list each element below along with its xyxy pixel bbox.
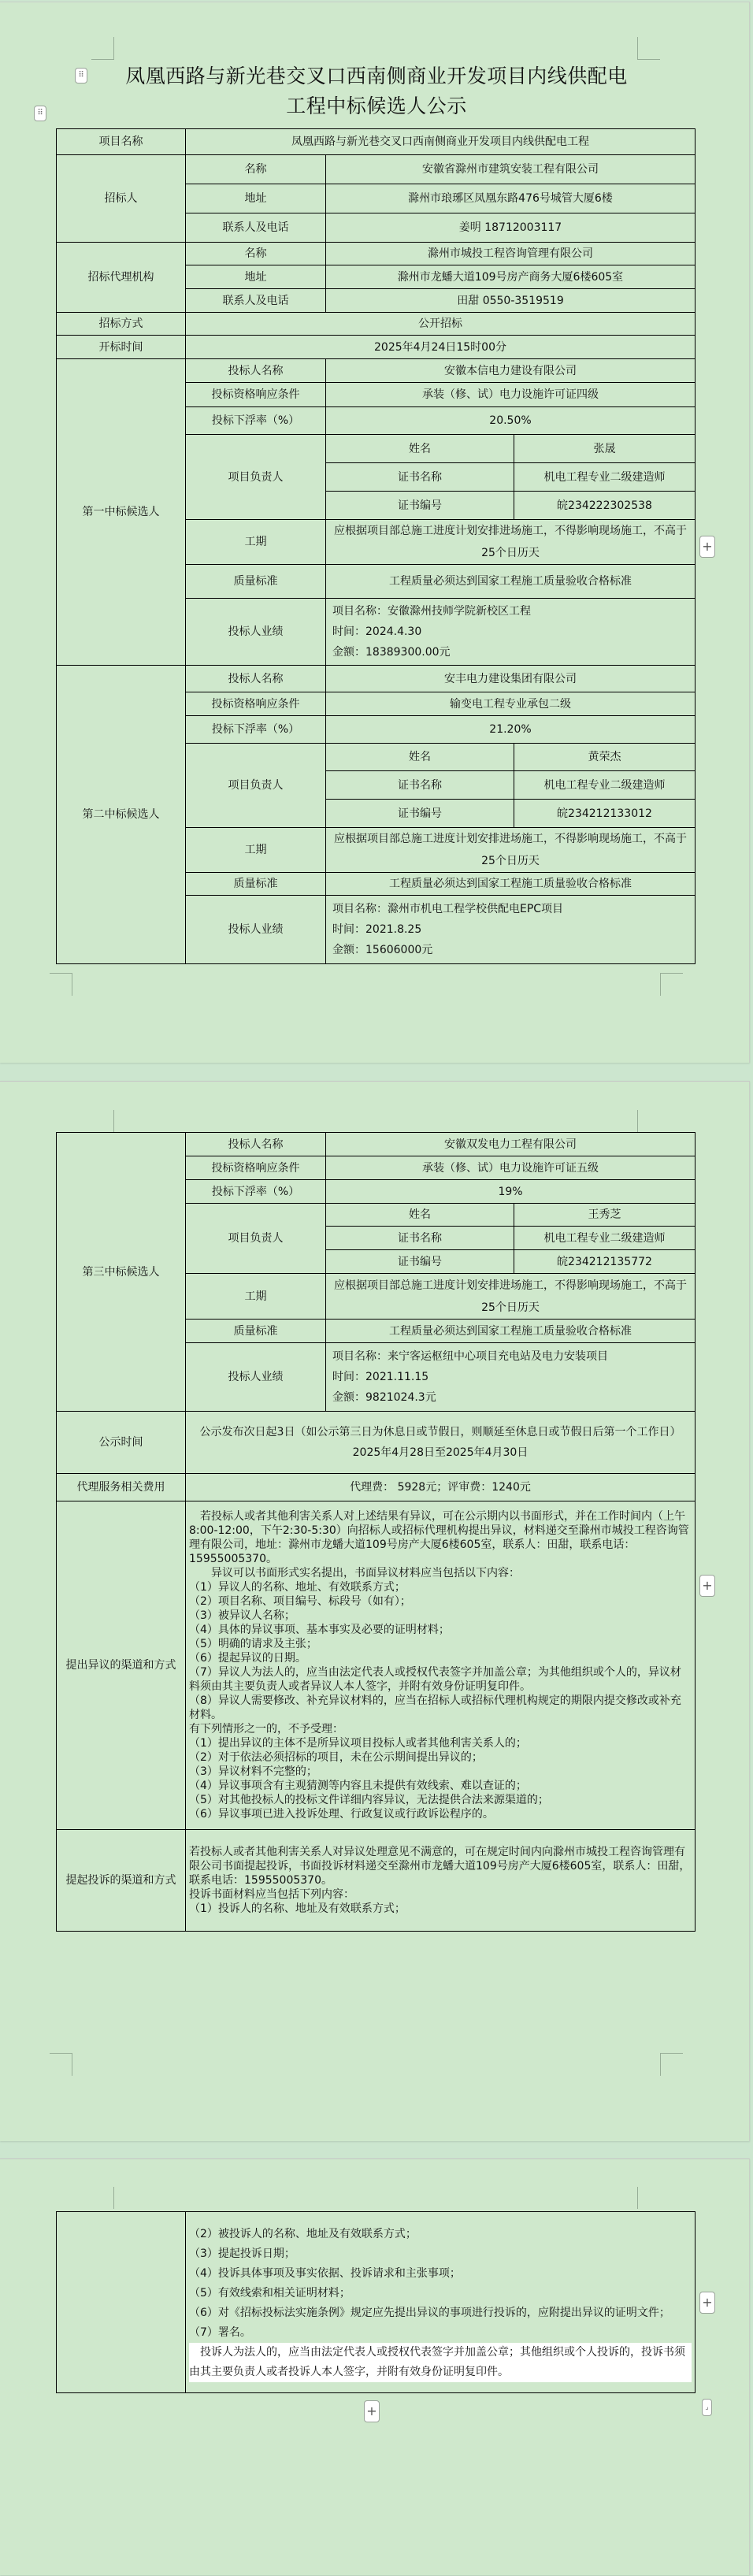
bid-opening-label: 开标时间 [57,336,186,359]
performance-project: 项目名称：来宁客运枢纽中心项目充电站及电力安装项目 [332,1350,608,1363]
plus-icon: + [702,1578,713,1593]
add-column-button[interactable] [699,1575,715,1597]
candidate-1-rate: 20.50% [326,407,696,435]
project-name-label: 项目名称 [57,129,186,155]
tender-method-value: 公开招标 [186,313,696,336]
discount-rate-label: 投标下浮率（%） [186,407,326,435]
candidate-1-qualification: 承装（修、试）电力设施许可证四级 [326,383,696,407]
grip-icon: ⠿ [37,109,43,117]
candidate-2-period: 应根据项目部总施工进度计划安排进场施工，不得影响现场施工，不高于25个日历天 [326,828,696,873]
performance-label: 投标人业绩 [186,1343,326,1412]
discount-rate-label: 投标下浮率（%） [186,1180,326,1204]
candidate-2-performance [326,896,696,964]
announcement-table-part-1 [56,128,696,964]
project-manager-label: 项目负责人 [186,744,326,828]
objection-reject-item: （4）异议事项含有主观猜测等内容且未提供有效线索、难以查证的； [189,1780,527,1792]
table-row [57,1474,696,1501]
agency-contact-value: 田甜 0550-3519519 [326,289,696,313]
table-row [57,1501,696,1830]
cert-no-label: 证书编号 [326,492,514,520]
objection-item: （2）项目名称、项目编号、标段号（如有）； [189,1595,411,1608]
bid-opening-value: 2025年4月24日15时00分 [186,336,696,359]
candidate-3-label: 第三中标候选人 [57,1133,186,1412]
candidate-3-quality: 工程质量必须达到国家工程施工质量验收合格标准 [326,1320,696,1343]
table-row [57,1133,696,1156]
complaint-content-intro: 投诉书面材料应当包括下列内容： [189,1888,354,1901]
complaint-item: （7）署名。 [189,2325,251,2339]
candidate-2-cert-name: 机电工程专业二级建造师 [514,771,696,800]
candidate-2-quality: 工程质量必须达到国家工程施工质量验收合格标准 [326,873,696,896]
tenderer-address-value: 滁州市琅琊区凤凰东路476号城管大厦6楼 [326,184,696,213]
project-manager-label: 项目负责人 [186,435,326,520]
plus-icon: + [702,2295,713,2310]
performance-time: 时间：2021.8.25 [332,923,422,936]
performance-amount: 金额：15606000元 [332,944,433,956]
cert-name-label: 证书名称 [326,463,514,492]
candidate-1-quality: 工程质量必须达到国家工程施工质量验收合格标准 [326,565,696,599]
tenderer-name-label: 名称 [186,155,326,184]
add-row-button[interactable] [364,2400,380,2422]
candidate-1-bidder: 安徽本信电力建设有限公司 [326,359,696,383]
table-row [57,129,696,155]
complaint-label-continued [57,2212,186,2393]
agency-label: 招标代理机构 [57,243,186,313]
manager-name-label: 姓名 [326,1204,514,1227]
period-label: 工期 [186,520,326,565]
agency-fees-value: 代理费： 5928元；评审费：1240元 [186,1474,696,1501]
add-column-button[interactable] [699,536,715,558]
table-row [57,359,696,383]
title-line-2: 工程中标候选人公示 [286,95,467,117]
candidate-3-period: 应根据项目部总施工进度计划安排进场施工，不得影响现场施工，不高于25个日历天 [326,1274,696,1320]
objection-reject-item: （6）异议事项已进入投诉处理、行政复议或行政诉讼程序的。 [189,1808,494,1821]
complaint-intro: 若投标人或者其他利害关系人对异议处理意见不满意的，可在规定时间内向滁州市城投工程咨询管理有限公司书面提起投诉，书面投诉材料递交至滁州市龙蟠大道109号房产大厦6楼605室，联系人：田甜，联系电话：15955005370。 [189,1846,691,1887]
add-column-button[interactable] [699,2292,715,2314]
project-name-value: 凤凰西路与新光巷交叉口西南侧商业开发项目内线供配电工程 [186,129,696,155]
objection-item: （3）被异议人名称； [189,1609,295,1622]
candidate-2-label: 第二中标候选人 [57,666,186,964]
complaint-item: （3）提起投诉日期； [189,2247,295,2260]
candidate-1-label: 第一中标候选人 [57,359,186,666]
announcement-table-part-2 [56,1132,696,1932]
complaint-item: （4）投诉具体事项及事实依据、投诉请求和主张事项； [189,2266,461,2280]
title-line-1: 凤凰西路与新光巷交叉口西南侧商业开发项目内线供配电 [125,65,628,87]
objection-channel-content [186,1501,696,1830]
publicity-period-label: 公示时间 [57,1412,186,1474]
margin-corner-mark [637,1110,660,1132]
candidate-1-manager-name: 张晟 [514,435,696,463]
complaint-channel-content-part-2 [186,2212,696,2393]
tender-method-label: 招标方式 [57,313,186,336]
period-label: 工期 [186,828,326,873]
margin-corner-mark [91,2187,114,2209]
performance-project: 项目名称：安徽滁州技师学院新校区工程 [332,605,531,618]
candidate-3-bidder: 安徽双发电力工程有限公司 [326,1133,696,1156]
publicity-rule: 公示发布次日起3日（如公示第三日为休息日或节假日，则顺延至休息日或节假日后第一个工作日） [199,1426,681,1438]
plus-icon: + [702,539,713,554]
candidate-3-performance [326,1343,696,1412]
candidate-1-cert-no: 皖234222302538 [514,492,696,520]
manager-name-label: 姓名 [326,435,514,463]
margin-corner-mark [91,1110,114,1132]
bidder-name-label: 投标人名称 [186,666,326,692]
objection-reject-item: （2）对于依法必须招标的项目，未在公示期间提出异议的； [189,1751,483,1764]
candidate-2-manager-name: 黄荣杰 [514,744,696,771]
candidate-1-cert-name: 机电工程专业二级建造师 [514,463,696,492]
quality-label: 质量标准 [186,565,326,599]
objection-content-intro: 异议可以书面形式实名提出，书面异议材料应当包括以下内容： [211,1567,520,1579]
tenderer-contact-value: 姜明 18712003117 [326,213,696,243]
complaint-item: （6）对《招标投标法实施条例》规定应先提出异议的事项进行投诉的，应附提出异议的证明文件； [189,2306,670,2319]
candidate-2-bidder: 安丰电力建设集团有限公司 [326,666,696,692]
performance-label: 投标人业绩 [186,896,326,964]
margin-corner-mark [91,37,114,60]
project-manager-label: 项目负责人 [186,1204,326,1274]
objection-item: （1）异议人的名称、地址、有效联系方式； [189,1581,406,1594]
announcement-table-part-3 [56,2211,696,2393]
objection-channel-label: 提出异议的渠道和方式 [57,1501,186,1830]
table-row [57,2212,696,2393]
candidate-2-cert-no: 皖234212133012 [514,800,696,828]
tenderer-label: 招标人 [57,155,186,243]
grip-icon: ⠿ [78,71,84,80]
complaint-item: （5）有效线索和相关证明材料； [189,2286,351,2299]
complaint-channel-content-part-1 [186,1830,696,1932]
discount-rate-label: 投标下浮率（%） [186,716,326,744]
qualification-label: 投标资格响应条件 [186,1156,326,1180]
performance-amount: 金额：9821024.3元 [332,1391,436,1404]
publicity-dates: 2025年4月28日至2025年4月30日 [352,1446,529,1459]
objection-item: （8）异议人需要修改、补充异议材料的，应当在招标人或招标代理机构规定的期限内提交修改或补充材料。 [189,1694,681,1721]
candidate-3-cert-no: 皖234212135772 [514,1250,696,1274]
qualification-label: 投标资格响应条件 [186,692,326,716]
resize-icon: ⌟ [705,2403,709,2411]
candidate-2-rate: 21.20% [326,716,696,744]
candidate-3-rate: 19% [326,1180,696,1204]
agency-contact-label: 联系人及电话 [186,289,326,313]
complaint-item: （1）投诉人的名称、地址及有效联系方式； [189,1902,406,1915]
objection-item: （7）异议人为法人的，应当由法定代表人或授权代表签字并加盖公章；为其他组织或个人的，异议材料须由其主要负责人或者异议人本人签字，并附有效身份证明复印件。 [189,1666,681,1693]
complaint-note: 投诉人为法人的，应当由法定代表人或授权代表签字并加盖公章；其他组织或个人投诉的，投诉书须由其主要负责人或者投诉人本人签字，并附有效身份证明复印件。 [189,2343,692,2382]
manager-name-label: 姓名 [326,744,514,771]
table-row [57,336,696,359]
cert-name-label: 证书名称 [326,771,514,800]
tenderer-name-value: 安徽省滁州市建筑安装工程有限公司 [326,155,696,184]
agency-name-value: 滁州市城投工程咨询管理有限公司 [326,243,696,265]
agency-address-label: 地址 [186,265,326,289]
qualification-label: 投标资格响应条件 [186,383,326,407]
candidate-3-cert-name: 机电工程专业二级建造师 [514,1227,696,1250]
candidate-1-period: 应根据项目部总施工进度计划安排进场施工，不得影响现场施工，不高于25个日历天 [326,520,696,565]
agency-address-value: 滁州市龙蟠大道109号房产商务大厦6楼605室 [326,265,696,289]
cert-no-label: 证书编号 [326,1250,514,1274]
objection-reject-item: （5）对其他投标人的投标文件详细内容异议，无法提供合法来源渠道的； [189,1794,549,1806]
margin-corner-mark [50,973,72,996]
table-row [57,1830,696,1932]
margin-corner-mark [637,37,660,60]
objection-reject-item: （3）异议材料不完整的； [189,1765,317,1778]
candidate-2-qualification: 输变电工程专业承包二级 [326,692,696,716]
objection-item: （5）明确的请求及主张； [189,1638,317,1650]
margin-corner-mark [660,973,683,996]
candidate-3-qualification: 承装（修、试）电力设施许可证五级 [326,1156,696,1180]
performance-project: 项目名称：滁州市机电工程学校供配电EPC项目 [332,903,564,915]
period-label: 工期 [186,1274,326,1320]
agency-name-label: 名称 [186,243,326,265]
quality-label: 质量标准 [186,1320,326,1343]
tenderer-address-label: 地址 [186,184,326,213]
tenderer-contact-label: 联系人及电话 [186,213,326,243]
margin-corner-mark [660,2053,683,2076]
table-row [57,313,696,336]
performance-amount: 金额：18389300.00元 [332,646,451,659]
objection-item: （6）提起异议的日期。 [189,1652,306,1665]
bidder-name-label: 投标人名称 [186,359,326,383]
performance-label: 投标人业绩 [186,599,326,666]
objection-reject-intro: 有下列情形之一的，不予受理： [189,1723,343,1735]
plus-icon: + [366,2403,377,2418]
objection-intro: 若投标人或者其他利害关系人对上述结果有异议，可在公示期内以书面形式，并在工作时间内（上午8:00-12:00，下午2:30-5:30）向招标人或招标代理机构提出异议，材料递交至滁州市城投工程咨询管理有限公司，地址：滁州市龙蟠大道109号房产大厦6楼605室，联系人：田甜，联系电话：15955005370。 [189,1510,689,1565]
agency-fees-label: 代理服务相关费用 [57,1474,186,1501]
table-row [57,1412,696,1474]
publicity-period-value [186,1412,696,1474]
cert-name-label: 证书名称 [326,1227,514,1250]
table-resize-handle-icon[interactable] [702,2399,712,2416]
objection-reject-item: （1）提出异议的主体不是所异议项目投标人或者其他利害关系人的； [189,1737,527,1750]
objection-item: （4）具体的异议事项、基本事实及必要的证明材料； [189,1624,450,1636]
table-row [57,243,696,265]
table-row [57,155,696,184]
page-title [0,61,753,121]
candidate-1-performance [326,599,696,666]
complaint-channel-label: 提起投诉的渠道和方式 [57,1830,186,1932]
cert-no-label: 证书编号 [326,800,514,828]
margin-corner-mark [637,2187,660,2209]
performance-time: 时间：2021.11.15 [332,1371,429,1383]
performance-time: 时间：2024.4.30 [332,625,422,638]
bidder-name-label: 投标人名称 [186,1133,326,1156]
quality-label: 质量标准 [186,873,326,896]
candidate-3-manager-name: 王秀芝 [514,1204,696,1227]
margin-corner-mark [50,2053,72,2076]
table-row [57,666,696,692]
complaint-item: （2）被投诉人的名称、地址及有效联系方式； [189,2227,417,2240]
